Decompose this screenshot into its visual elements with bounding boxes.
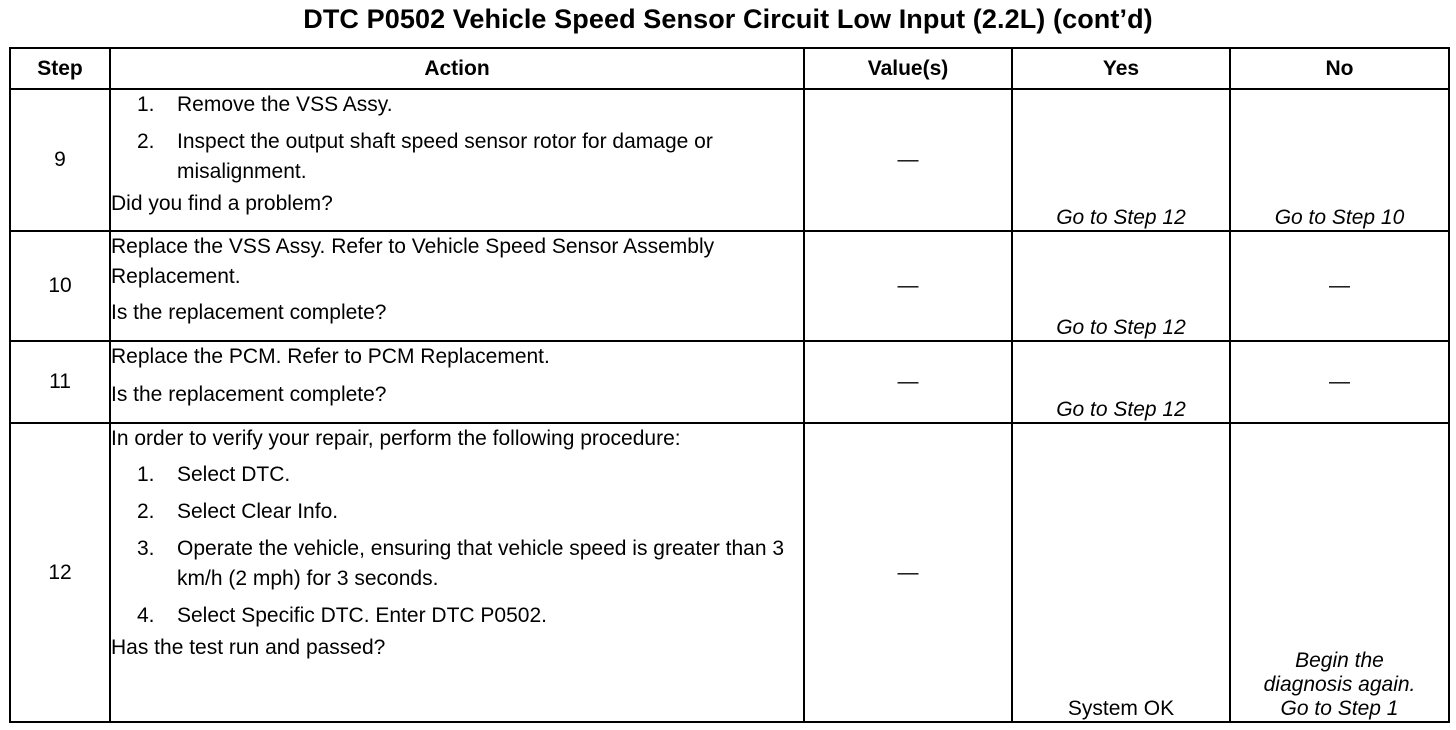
value-cell: — [804, 423, 1012, 722]
list-item [137, 127, 803, 187]
header-values: Value(s) [804, 48, 1012, 89]
action-cell [110, 341, 804, 423]
action-cell [110, 423, 804, 722]
no-cell [1230, 423, 1449, 722]
action-question: Has the test run and passed? [111, 636, 386, 659]
table-row [10, 89, 1449, 231]
action-intro: In order to verify your repair, perform the following procedure: [111, 427, 681, 450]
yes-cell: System OK [1012, 423, 1230, 722]
list-text: Remove the VSS Assy. [177, 93, 393, 116]
action-question: Is the replacement complete? [111, 383, 387, 406]
procedure-list [111, 90, 803, 187]
no-line: Go to Step 1 [1280, 697, 1399, 720]
list-number: 2. [137, 500, 155, 523]
action-text: Replace the VSS Assy. Refer to Vehicle Speed Sensor Assembly Replacement. [111, 235, 715, 288]
no-line: diagnosis again. [1263, 673, 1416, 696]
step-number: 11 [10, 341, 110, 423]
yes-cell: Go to Step 12 [1012, 89, 1230, 231]
header-yes: Yes [1012, 48, 1230, 89]
header-action: Action [110, 48, 804, 89]
value-cell: — [804, 341, 1012, 423]
yes-cell: Go to Step 12 [1012, 231, 1230, 341]
value-cell: — [804, 89, 1012, 231]
action-question: Is the replacement complete? [111, 301, 387, 324]
value-cell: — [804, 231, 1012, 341]
list-number: 1. [137, 93, 155, 116]
action-cell [110, 231, 804, 341]
action-question: Did you find a problem? [111, 192, 333, 215]
list-text: Select Clear Info. [177, 500, 339, 523]
list-number: 3. [137, 537, 155, 560]
list-item [137, 90, 803, 120]
table-row [10, 231, 1449, 341]
procedure-list [111, 460, 803, 631]
yes-cell: Go to Step 12 [1012, 341, 1230, 423]
list-item [137, 601, 803, 631]
list-text: Select Specific DTC. Enter DTC P0502. [177, 604, 547, 627]
header-step: Step [10, 48, 110, 89]
no-line: Begin the [1295, 649, 1384, 672]
list-text: Operate the vehicle, ensuring that vehicle speed is greater than 3 km/h (2 mph) for 3 seconds. [177, 537, 785, 590]
step-number: 9 [10, 89, 110, 231]
list-number: 1. [137, 463, 155, 486]
list-number: 4. [137, 604, 155, 627]
list-number: 2. [137, 130, 155, 153]
step-number: 12 [10, 423, 110, 722]
step-number: 10 [10, 231, 110, 341]
diagnostic-table [9, 47, 1450, 723]
no-cell: Go to Step 10 [1230, 89, 1449, 231]
table-row [10, 423, 1449, 722]
list-item [137, 497, 803, 527]
header-no: No [1230, 48, 1449, 89]
page-title: DTC P0502 Vehicle Speed Sensor Circuit Low Input (2.2L) (cont’d) [303, 4, 1153, 34]
list-item [137, 460, 803, 490]
table-row [10, 341, 1449, 423]
list-item [137, 534, 803, 594]
list-text: Inspect the output shaft speed sensor rotor for damage or misalignment. [177, 130, 713, 183]
no-cell: — [1230, 341, 1449, 423]
action-text: Replace the PCM. Refer to PCM Replacement. [111, 345, 550, 368]
list-text: Select DTC. [177, 463, 291, 486]
action-cell [110, 89, 804, 231]
header-row [10, 48, 1449, 89]
no-cell: — [1230, 231, 1449, 341]
